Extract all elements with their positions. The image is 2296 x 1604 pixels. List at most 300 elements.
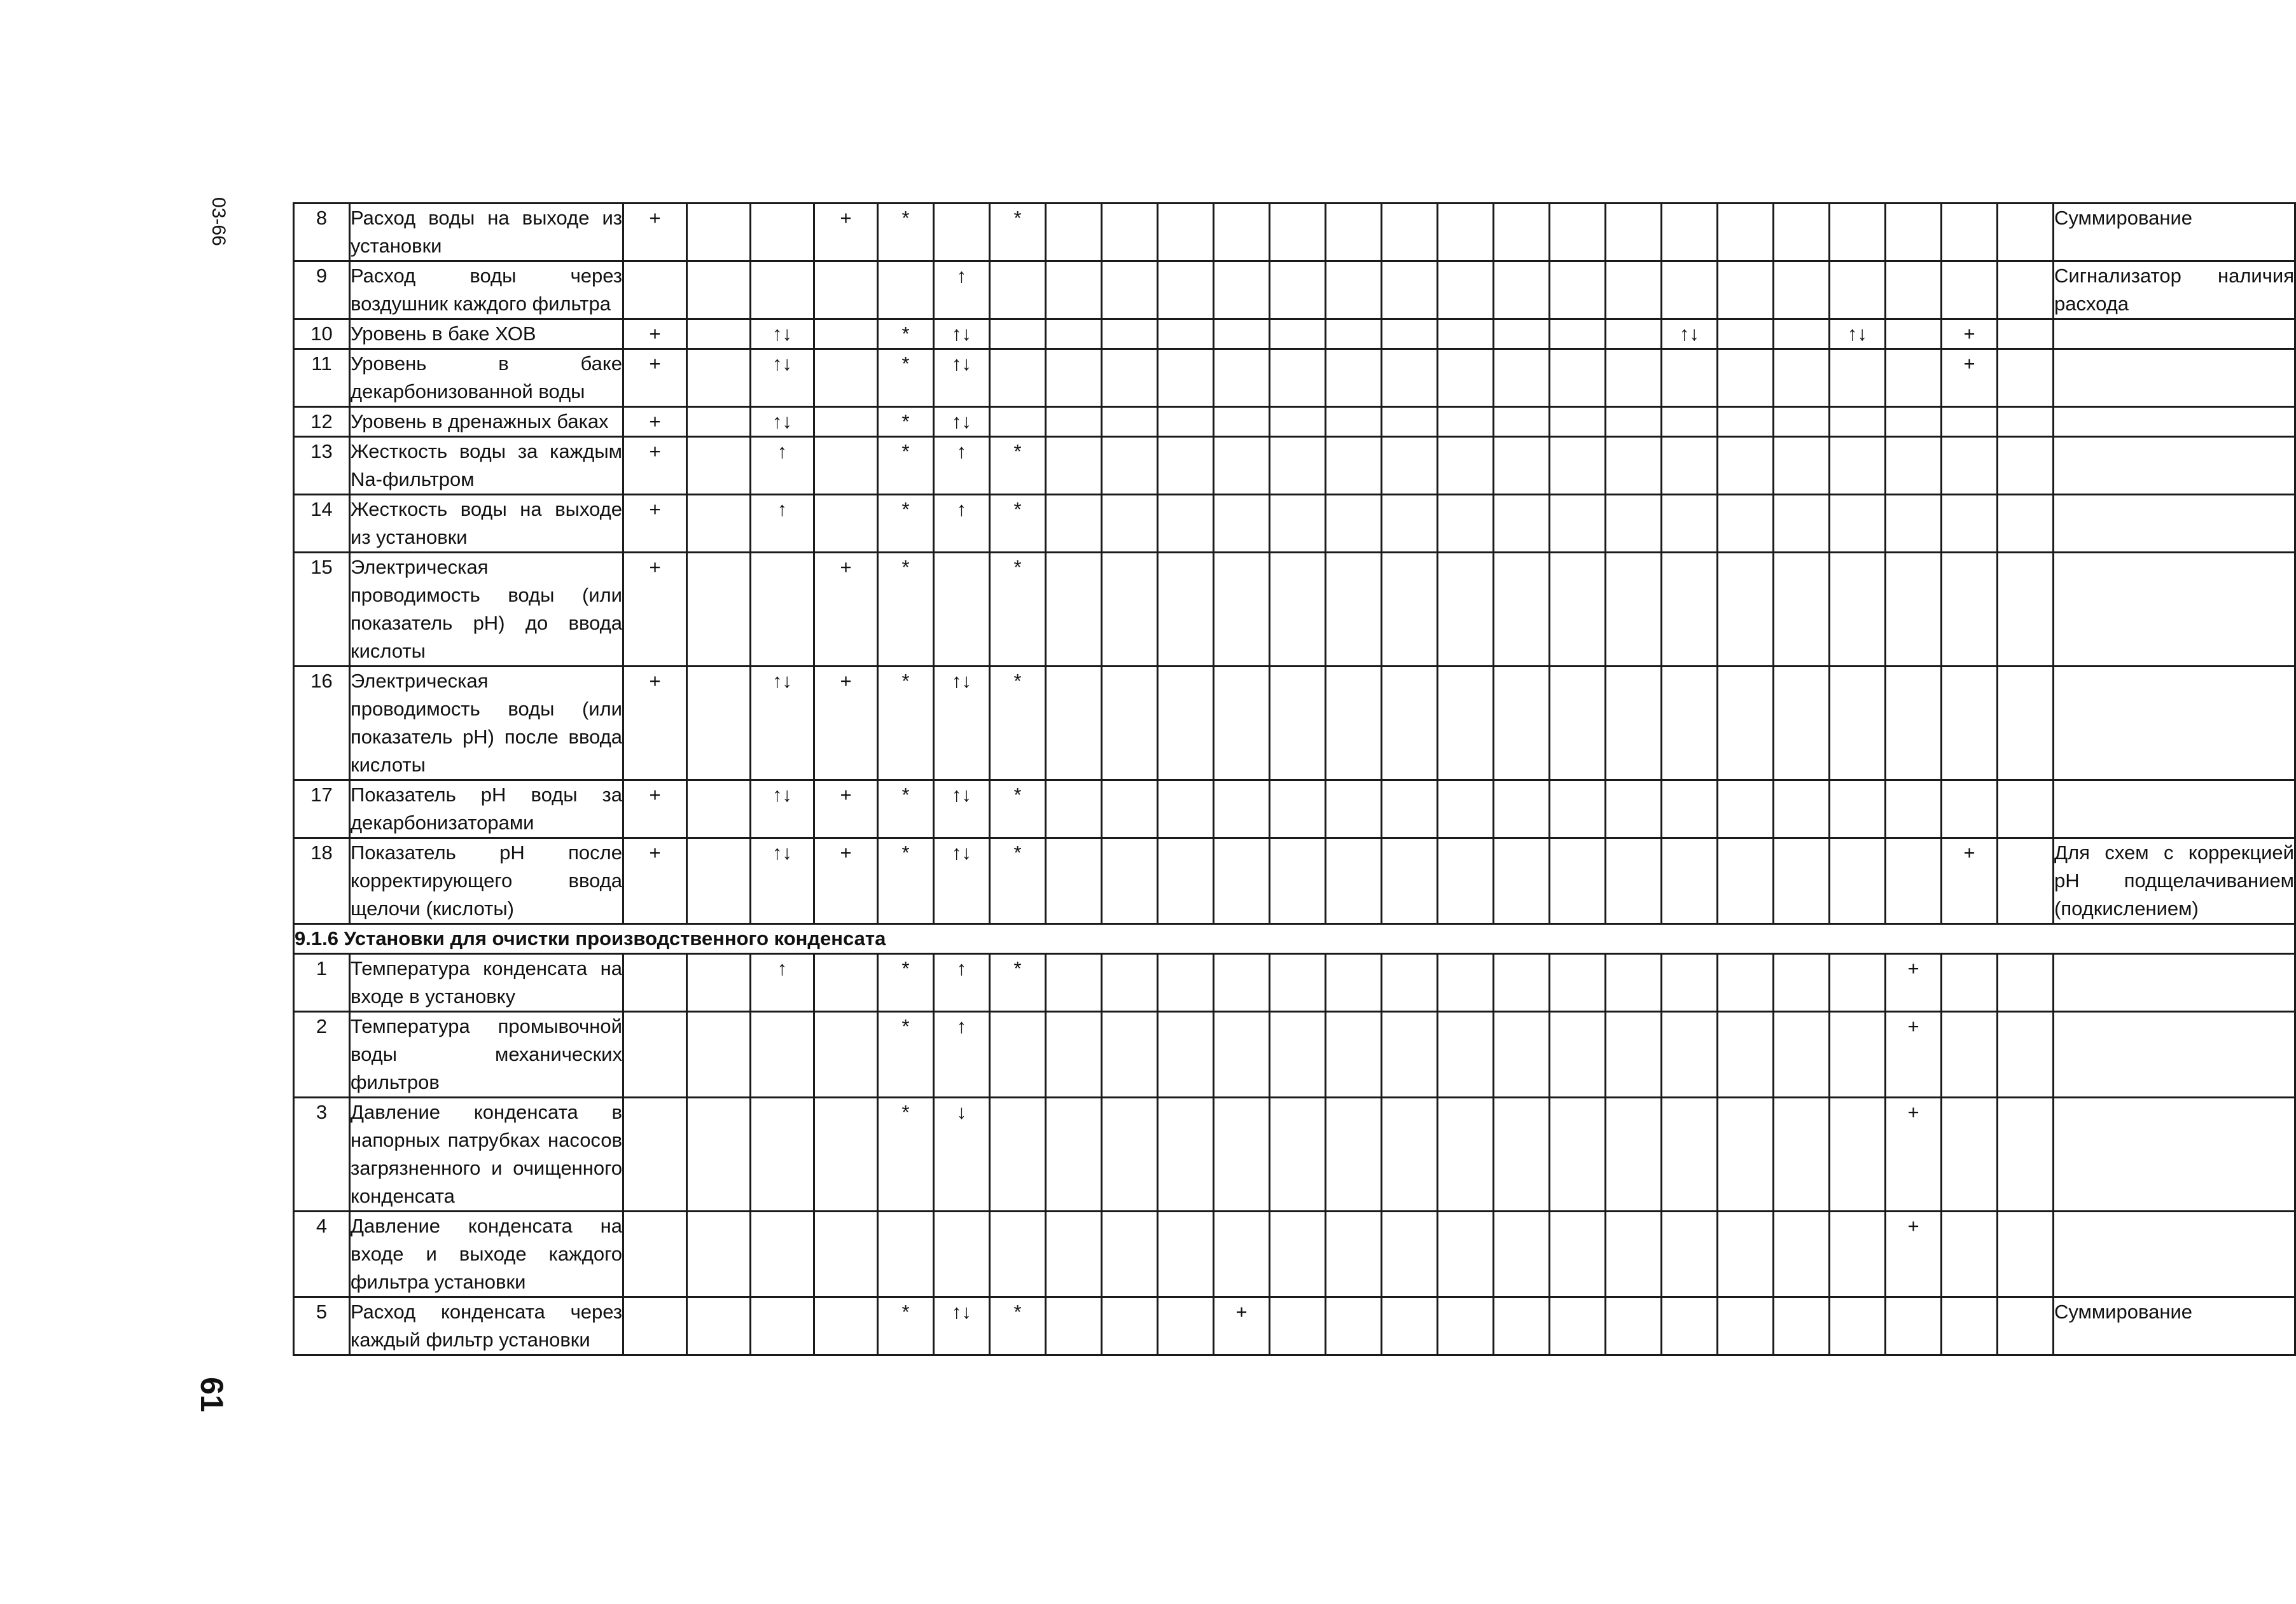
table-row [294,954,2295,1012]
mark-cell [1998,954,2054,1012]
mark-cell [1382,349,1438,407]
mark-cell [1886,495,1942,553]
mark-cell [1606,1297,1662,1355]
mark-cell [1718,319,1774,349]
mark-cell [1158,495,1214,553]
mark-cell [1662,204,1718,261]
mark-cell [1326,1012,1382,1098]
mark-cell [814,261,878,319]
mark-cell [1662,261,1718,319]
mark-cell: + [814,204,878,261]
mark-cell [934,553,990,667]
mark-cell [1046,1297,1102,1355]
mark-cell: * [878,437,934,495]
mark-cell [1102,553,1158,667]
table-row [294,437,2295,495]
mark-cell [1046,261,1102,319]
mark-cell [1718,667,1774,780]
row-number: 9 [294,261,350,319]
mark-cell [1438,1212,1494,1297]
row-number: 11 [294,349,350,407]
mark-cell [1158,204,1214,261]
mark-cell [1326,495,1382,553]
mark-cell [751,1212,814,1297]
mark-cell [1550,319,1606,349]
mark-cell [1774,780,1830,838]
mark-cell [1942,407,1998,437]
mark-cell: + [814,780,878,838]
mark-cell [1494,1098,1550,1212]
mark-cell [1494,407,1550,437]
mark-cell [1606,204,1662,261]
mark-cell [751,1012,814,1098]
mark-cell [1102,1012,1158,1098]
mark-cell: * [990,667,1046,780]
mark-cell [1494,838,1550,924]
row-number: 8 [294,204,350,261]
note-cell [2054,1212,2295,1297]
mark-cell [687,349,751,407]
parameter-name: Расход воды на выходе из установки [350,204,623,261]
mark-cell [1718,838,1774,924]
mark-cell [814,1012,878,1098]
mark-cell [1550,1297,1606,1355]
mark-cell [1998,1012,2054,1098]
mark-cell [1886,349,1942,407]
table-row [294,204,2295,261]
mark-cell [1942,780,1998,838]
mark-cell: + [1942,349,1998,407]
mark-cell: * [990,954,1046,1012]
mark-cell [1774,437,1830,495]
mark-cell [1102,1212,1158,1297]
note-cell: Суммирование [2054,1297,2295,1355]
mark-cell [1886,1297,1942,1355]
mark-cell: + [1886,1098,1942,1212]
mark-cell [1774,407,1830,437]
mark-cell [1102,319,1158,349]
mark-cell [814,349,878,407]
mark-cell [1942,261,1998,319]
mark-cell [1438,407,1494,437]
mark-cell [1438,349,1494,407]
mark-cell [1774,1098,1830,1212]
mark-cell [1326,1212,1382,1297]
mark-cell: + [1886,1212,1942,1297]
table-row [294,319,2295,349]
mark-cell: + [1942,838,1998,924]
mark-cell: ↑ [934,954,990,1012]
mark-cell [1214,319,1270,349]
page-number: 61 [194,1377,230,1413]
mark-cell: + [623,349,687,407]
mark-cell [1830,204,1886,261]
mark-cell [1158,437,1214,495]
mark-cell [1998,204,2054,261]
mark-cell [1494,495,1550,553]
mark-cell [1494,667,1550,780]
mark-cell [1382,1012,1438,1098]
mark-cell [1438,838,1494,924]
mark-cell [1662,1212,1718,1297]
mark-cell [1046,437,1102,495]
mark-cell [1270,349,1326,407]
mark-cell: ↑↓ [934,667,990,780]
monitoring-table [293,202,2296,1356]
mark-cell [1494,204,1550,261]
mark-cell [1046,553,1102,667]
mark-cell [1998,1297,2054,1355]
mark-cell [1830,667,1886,780]
mark-cell: ↑↓ [751,667,814,780]
mark-cell [1662,1297,1718,1355]
row-number: 17 [294,780,350,838]
mark-cell [1830,495,1886,553]
mark-cell [687,1297,751,1355]
mark-cell [1158,1012,1214,1098]
mark-cell [1382,437,1438,495]
mark-cell [1774,1212,1830,1297]
mark-cell [1270,954,1326,1012]
mark-cell [1102,495,1158,553]
mark-cell [1830,1098,1886,1212]
mark-cell [1102,954,1158,1012]
mark-cell: + [814,553,878,667]
mark-cell [1606,437,1662,495]
mark-cell [1774,319,1830,349]
mark-cell [1830,838,1886,924]
mark-cell [1102,780,1158,838]
mark-cell [1830,349,1886,407]
mark-cell [1774,667,1830,780]
mark-cell [1606,1012,1662,1098]
note-cell [2054,495,2295,553]
mark-cell [878,1212,934,1297]
note-cell [2054,437,2295,495]
note-cell: Суммирование [2054,204,2295,261]
mark-cell [814,1212,878,1297]
mark-cell [1326,838,1382,924]
mark-cell [751,204,814,261]
parameter-name: Давление конденсата в напорных патрубках насосов загрязненного и очищенного конденсата [350,1098,623,1212]
mark-cell: ↑↓ [934,349,990,407]
table-row [294,407,2295,437]
mark-cell [623,1212,687,1297]
table-row [294,1012,2295,1098]
mark-cell [1550,261,1606,319]
mark-cell [1382,319,1438,349]
parameter-name: Жесткость воды на выходе из установки [350,495,623,553]
mark-cell [1046,954,1102,1012]
mark-cell [1830,261,1886,319]
mark-cell [1438,1098,1494,1212]
note-cell [2054,319,2295,349]
mark-cell [990,261,1046,319]
mark-cell [1382,838,1438,924]
mark-cell [1382,261,1438,319]
mark-cell [1942,553,1998,667]
table-row [294,1098,2295,1212]
mark-cell [1718,437,1774,495]
mark-cell: + [623,553,687,667]
mark-cell [1998,437,2054,495]
mark-cell [1606,553,1662,667]
mark-cell [1046,667,1102,780]
mark-cell [1550,204,1606,261]
mark-cell [1270,667,1326,780]
mark-cell: * [878,349,934,407]
mark-cell [1662,495,1718,553]
mark-cell [1102,667,1158,780]
mark-cell: + [623,780,687,838]
note-cell [2054,349,2295,407]
mark-cell: ↑↓ [751,349,814,407]
mark-cell [1158,407,1214,437]
mark-cell [1494,780,1550,838]
mark-cell [1438,319,1494,349]
mark-cell: * [878,319,934,349]
mark-cell [1382,1297,1438,1355]
mark-cell [687,667,751,780]
table-row [294,838,2295,924]
mark-cell [1550,437,1606,495]
mark-cell: ↑↓ [751,319,814,349]
table-row [294,495,2295,553]
mark-cell [1886,667,1942,780]
mark-cell [1550,1098,1606,1212]
mark-cell [1046,1012,1102,1098]
mark-cell: ↑↓ [1830,319,1886,349]
mark-cell [1998,495,2054,553]
mark-cell [814,1297,878,1355]
mark-cell: + [1886,954,1942,1012]
row-number: 15 [294,553,350,667]
table-row [294,667,2295,780]
row-number: 1 [294,954,350,1012]
mark-cell [1158,1212,1214,1297]
mark-cell [1606,319,1662,349]
mark-cell [1942,1098,1998,1212]
mark-cell [1830,954,1886,1012]
section-row [294,924,2295,954]
mark-cell: ↑↓ [934,319,990,349]
mark-cell: * [990,204,1046,261]
mark-cell [1606,1098,1662,1212]
mark-cell [1550,349,1606,407]
mark-cell [623,261,687,319]
mark-cell [623,1098,687,1212]
mark-cell [1214,780,1270,838]
mark-cell [1662,1098,1718,1212]
mark-cell [1214,838,1270,924]
mark-cell [1214,437,1270,495]
mark-cell [1942,1012,1998,1098]
mark-cell [1102,407,1158,437]
mark-cell [751,1098,814,1212]
mark-cell [1606,838,1662,924]
mark-cell [990,319,1046,349]
mark-cell [1718,553,1774,667]
mark-cell [1326,780,1382,838]
mark-cell [1102,838,1158,924]
mark-cell: + [623,407,687,437]
parameter-name: Уровень в баке декарбонизованной воды [350,349,623,407]
row-number: 13 [294,437,350,495]
mark-cell: * [990,1297,1046,1355]
mark-cell [934,204,990,261]
mark-cell [1158,1098,1214,1212]
mark-cell [1606,780,1662,838]
mark-cell [990,349,1046,407]
mark-cell: + [623,437,687,495]
mark-cell [1326,954,1382,1012]
mark-cell [687,1012,751,1098]
mark-cell [1438,495,1494,553]
parameter-name: Температура промывочной воды механических фильтров [350,1012,623,1098]
mark-cell [1998,780,2054,838]
mark-cell [623,954,687,1012]
mark-cell: * [878,495,934,553]
mark-cell [1886,319,1942,349]
parameter-name: Жесткость воды за каждым Na-фильтром [350,437,623,495]
mark-cell: + [814,838,878,924]
mark-cell [687,553,751,667]
mark-cell [1382,667,1438,780]
note-cell [2054,1012,2295,1098]
mark-cell [1270,1212,1326,1297]
mark-cell [1550,667,1606,780]
mark-cell [1326,553,1382,667]
mark-cell [1102,437,1158,495]
mark-cell [687,838,751,924]
mark-cell: * [990,553,1046,667]
mark-cell [1158,319,1214,349]
mark-cell [1102,349,1158,407]
mark-cell: + [623,204,687,261]
mark-cell [1214,204,1270,261]
row-number: 4 [294,1212,350,1297]
mark-cell: * [878,838,934,924]
mark-cell: + [623,667,687,780]
mark-cell [814,495,878,553]
mark-cell [1158,553,1214,667]
row-number: 14 [294,495,350,553]
mark-cell: * [878,1297,934,1355]
parameter-name: Уровень в баке ХОВ [350,319,623,349]
mark-cell [1774,204,1830,261]
mark-cell [1494,954,1550,1012]
mark-cell [1326,667,1382,780]
mark-cell [1046,1212,1102,1297]
mark-cell: + [623,838,687,924]
mark-cell [1718,954,1774,1012]
row-number: 2 [294,1012,350,1098]
mark-cell [1158,838,1214,924]
mark-cell [1662,667,1718,780]
mark-cell [623,1012,687,1098]
mark-cell [814,437,878,495]
mark-cell [1662,349,1718,407]
mark-cell [814,319,878,349]
mark-cell [1438,553,1494,667]
mark-cell [687,1212,751,1297]
mark-cell [1158,954,1214,1012]
mark-cell [1270,319,1326,349]
mark-cell [1046,1098,1102,1212]
mark-cell [1886,407,1942,437]
mark-cell [1830,407,1886,437]
mark-cell [1774,1012,1830,1098]
mark-cell [1606,261,1662,319]
mark-cell [990,1098,1046,1212]
mark-cell [1774,495,1830,553]
row-number: 12 [294,407,350,437]
mark-cell [1718,407,1774,437]
mark-cell [1214,261,1270,319]
mark-cell [1550,495,1606,553]
note-cell: Для схем с коррекцией pH подщелачиванием (подкислением) [2054,838,2295,924]
mark-cell [1718,1098,1774,1212]
mark-cell: * [990,437,1046,495]
mark-cell [1774,553,1830,667]
mark-cell [1550,780,1606,838]
table-row [294,780,2295,838]
mark-cell [1998,1098,2054,1212]
parameter-name: Температура конденсата на входе в установку [350,954,623,1012]
mark-cell [1438,780,1494,838]
mark-cell [1550,1212,1606,1297]
mark-cell: ↑↓ [751,838,814,924]
mark-cell [1270,437,1326,495]
mark-cell: ↑↓ [934,407,990,437]
parameter-name: Электрическая проводимость воды (или показатель pH) после ввода кислоты [350,667,623,780]
parameter-name: Расход конденсата через каждый фильтр установки [350,1297,623,1355]
mark-cell [1718,780,1774,838]
mark-cell [1046,780,1102,838]
mark-cell: ↑ [751,954,814,1012]
note-cell [2054,954,2295,1012]
mark-cell: + [623,319,687,349]
parameter-name: Показатель pH воды за декарбонизаторами [350,780,623,838]
mark-cell [1774,1297,1830,1355]
mark-cell [814,407,878,437]
mark-cell [623,1297,687,1355]
mark-cell [1382,954,1438,1012]
mark-cell [1270,204,1326,261]
mark-cell [1270,1098,1326,1212]
mark-cell [1326,407,1382,437]
parameter-name: Электрическая проводимость воды (или показатель pH) до ввода кислоты [350,553,623,667]
mark-cell [1606,407,1662,437]
mark-cell [1102,261,1158,319]
mark-cell [1942,204,1998,261]
mark-cell [1550,553,1606,667]
mark-cell [1214,954,1270,1012]
mark-cell [1998,319,2054,349]
mark-cell [1494,1212,1550,1297]
mark-cell [1550,1012,1606,1098]
mark-cell [1438,437,1494,495]
mark-cell [990,1012,1046,1098]
mark-cell [1270,261,1326,319]
mark-cell [687,954,751,1012]
mark-cell [751,261,814,319]
mark-cell [1382,1098,1438,1212]
mark-cell: + [623,495,687,553]
mark-cell [1102,1098,1158,1212]
mark-cell: + [1214,1297,1270,1355]
mark-cell [1662,1012,1718,1098]
